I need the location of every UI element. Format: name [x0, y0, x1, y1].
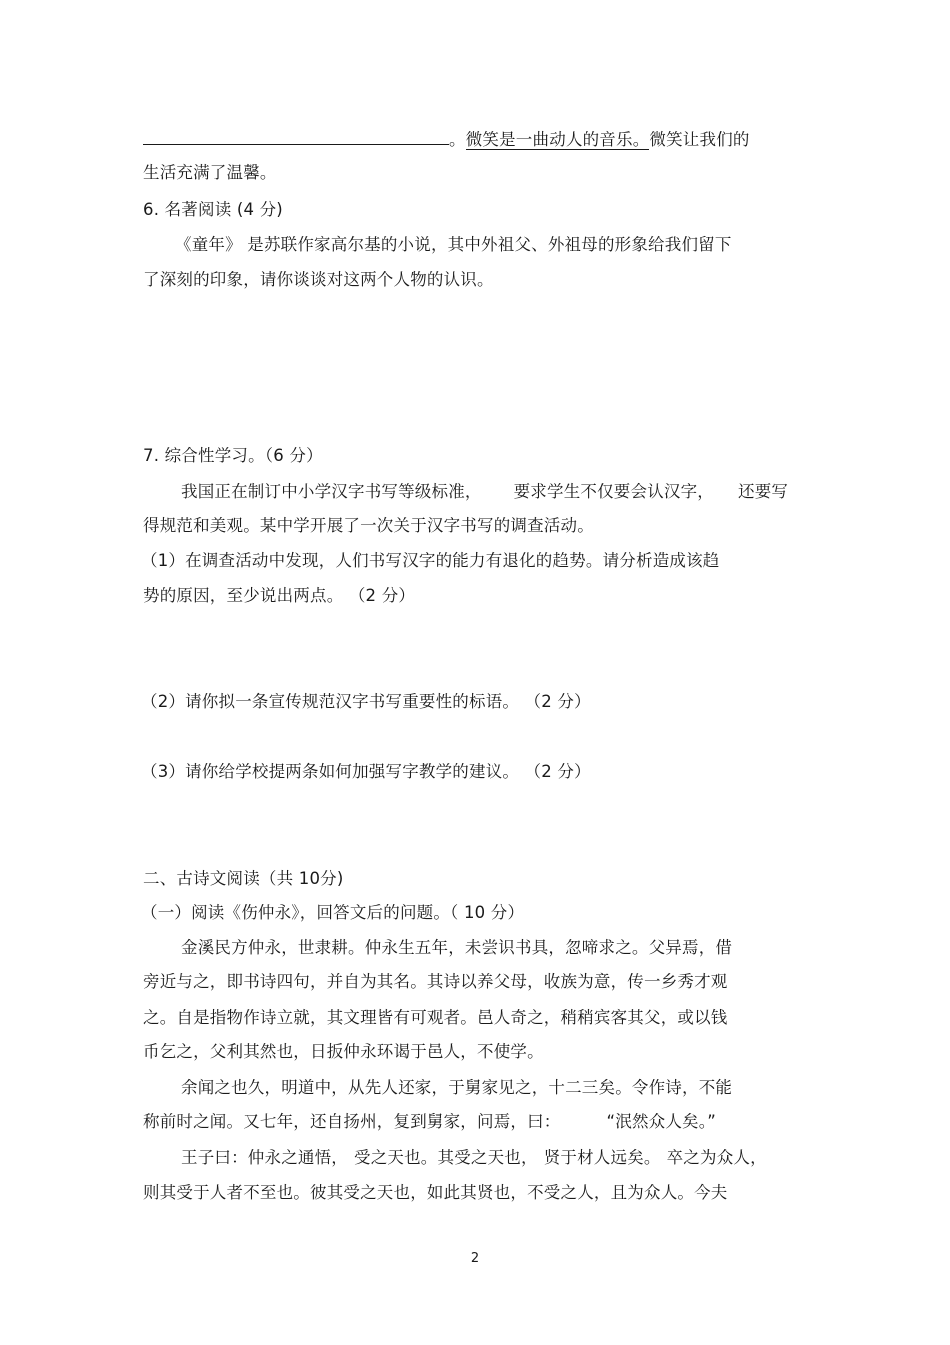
q6-body-line-1: 《童年》 是苏联作家高尔基的小说，其中外祖父、外祖母的形象给我们留下: [175, 235, 732, 254]
answer-blank[interactable]: [143, 128, 449, 145]
passage-p2-2a: 称前时之闻。又七年，还自扬州，复到舅家，问焉，曰：: [143, 1112, 561, 1131]
q7-para-1b: 要求学生不仅要会认汉字，: [513, 482, 715, 501]
q7-sub1-line-2: 势的原因，至少说出两点。 （2 分）: [143, 586, 416, 605]
intro-tail: 微笑让我们的: [649, 130, 750, 149]
q7-para-line-1: [181, 481, 788, 503]
passage-p3-1b: 受之天也。其受之天也，: [354, 1148, 538, 1167]
q7-para-line-2: 得规范和美观。某中学开展了一次关于汉字书写的调查活动。: [143, 516, 594, 535]
q7-heading: 7. 综合性学习。（6 分）: [143, 446, 323, 465]
passage-p3-line-1: [181, 1147, 767, 1169]
passage-p1-line-4: 币乞之，父利其然也，日扳仲永环谒于邑人，不使学。: [143, 1042, 544, 1061]
q7-sub2: （2）请你拟一条宣传规范汉字书写重要性的标语。 （2 分）: [141, 692, 591, 711]
passage-p2-line-1: 余闻之也久，明道中，从先人还家，于舅家见之，十二三矣。令作诗，不能: [181, 1078, 733, 1097]
intro-line-2: 生活充满了温馨。: [143, 163, 277, 182]
q7-para-1a: 我国正在制订中小学汉字书写等级标准，: [181, 482, 482, 501]
q6-heading: 6. 名著阅读 (4 分): [143, 200, 283, 219]
intro-underlined-sentence: 微笑是一曲动人的音乐。: [465, 130, 650, 149]
passage-p3-1c: 贤于材人远矣。: [543, 1148, 661, 1167]
passage-p1-line-1: 金溪民方仲永，世隶耕。仲永生五年，未尝识书具，忽啼求之。父异焉，借: [181, 938, 733, 957]
section2-heading: 二、古诗文阅读（共 10分): [143, 869, 344, 888]
intro-punct: 。: [449, 130, 466, 149]
intro-line-1: [143, 128, 750, 151]
q7-sub3: （3）请你给学校提两条如何加强写字教学的建议。 （2 分）: [141, 762, 591, 781]
passage-p2-2b: “泯然众人矣。”: [606, 1112, 716, 1131]
section2-subheading: （一）阅读《伤仲永》，回答文后的问题。（ 10 分）: [141, 903, 525, 922]
q7-sub1-line-1: （1）在调查活动中发现，人们书写汉字的能力有退化的趋势。请分析造成该趋: [141, 551, 720, 570]
q7-para-1c: 还要写: [738, 482, 789, 501]
passage-p1-line-2: 旁近与之，即书诗四句，并自为其名。其诗以养父母，收族为意，传一乡秀才观: [143, 972, 728, 991]
passage-p3-1a: 王子曰：仲永之通悟，: [181, 1148, 348, 1167]
passage-p3-1d: 卒之为众人，: [666, 1148, 767, 1167]
passage-p1-line-3: 之。自是指物作诗立就，其文理皆有可观者。邑人奇之，稍稍宾客其父，或以钱: [143, 1008, 728, 1027]
q6-body-line-2: 了深刻的印象，请你谈谈对这两个人物的认识。: [143, 270, 494, 289]
passage-p2-line-2: [143, 1111, 716, 1133]
passage-p3-line-2: 则其受于人者不至也。彼其受之天也，如此其贤也，不受之人，且为众人。今夫: [143, 1183, 728, 1202]
page-number: 2: [470, 1251, 480, 1266]
